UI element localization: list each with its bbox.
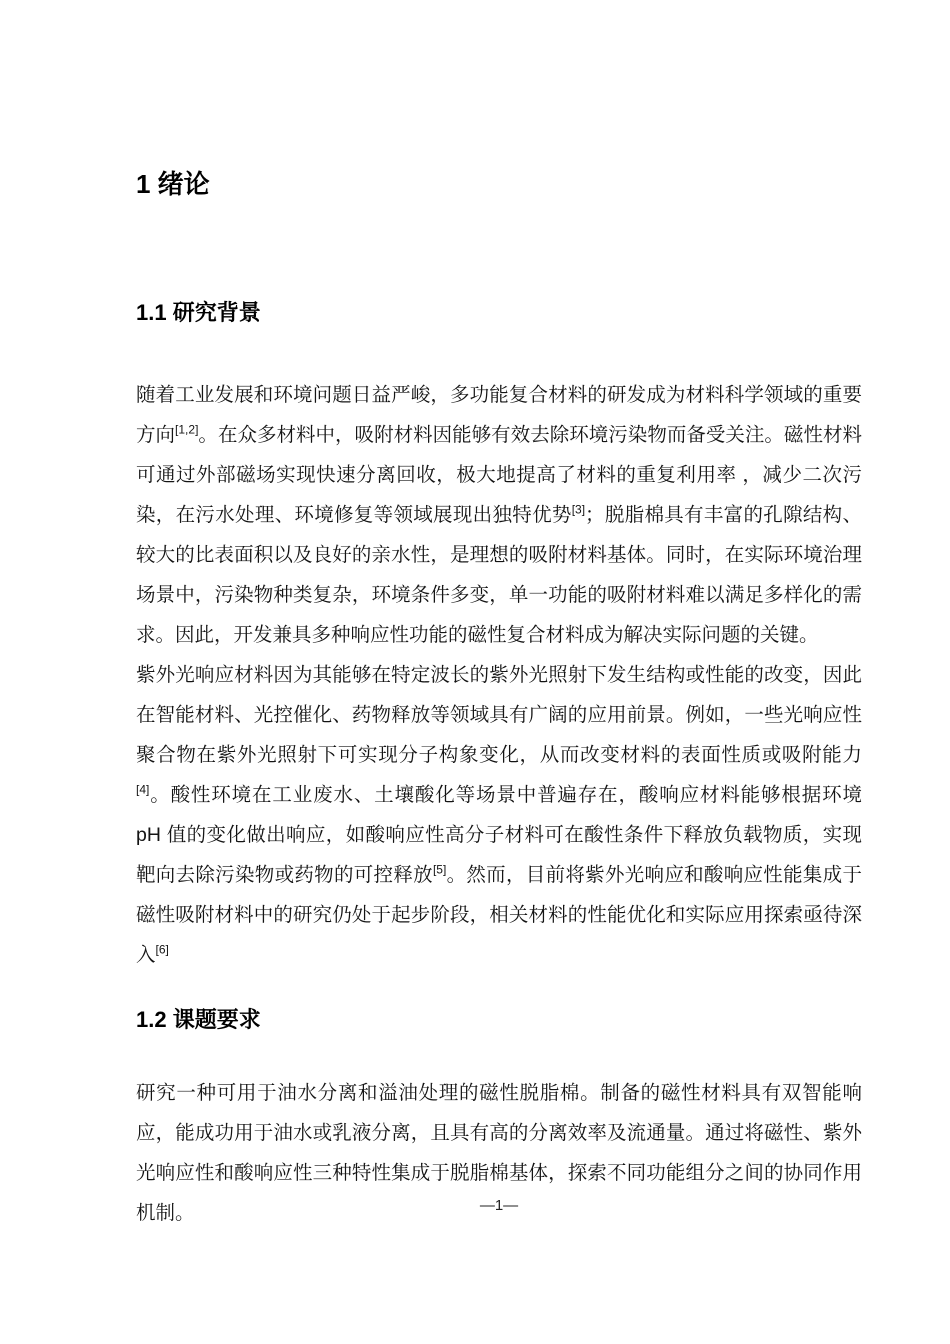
paragraph-research-background-2 bbox=[136, 655, 862, 975]
citation-superscript: [5] bbox=[432, 862, 447, 877]
citation-superscript: [1,2] bbox=[175, 422, 199, 437]
paragraph-text: 研究一种可用于油水分离和溢油处理的磁性脱脂棉。制备的磁性材料具有双智能响应，能成功用于油水或乳液分离，且具有高的分离效率及流通量。通过将磁性、紫外光响应性和酸响应性三种特性集成于脱脂棉基体，探索不同功能组分之间的协同作用机制。 bbox=[136, 1081, 862, 1224]
paragraph-research-background-1 bbox=[136, 375, 862, 655]
chapter-title: 1 绪论 bbox=[136, 169, 210, 199]
page-number: —1— bbox=[479, 1197, 519, 1214]
paragraph-text: 。在众多材料中，吸附材料因能够有效去除环境污染物而备受关注。磁性材料可通过外部磁场实现快速分离回收，极大地提高了材料的重复利用率 ，减少二次污染，在污水处理、环境修复等领域展现出独特优势 bbox=[136, 424, 862, 527]
citation-superscript: [3] bbox=[571, 502, 586, 517]
paragraph-text: 随着工业发展和环境问题日益严峻，多功能复合材料的研发成为材料科学领域的重要方向 bbox=[136, 384, 862, 447]
section-heading-research-background: 1.1 研究背景 bbox=[136, 299, 261, 325]
citation-superscript: [4] bbox=[136, 782, 150, 797]
paragraph-text: ；脱脂棉具有丰富的孔隙结构、较大的比表面积以及良好的亲水性，是理想的吸附材料基体。同时，在实际环境治理场景中，污染物种类复杂，环境条件多变，单一功能的吸附材料难以满足多样化的需求。因此，开发兼具多种响应性功能的磁性复合材料成为解决实际问题的关键。 bbox=[136, 504, 862, 647]
paragraph-text: 。然而，目前将紫外光响应和酸响应性能集成于磁性吸附材料中的研究仍处于起步阶段，相关材料的性能优化和实际应用探索亟待深入 bbox=[136, 864, 862, 967]
citation-superscript: [6] bbox=[155, 942, 169, 957]
paragraph-text: 。酸性环境在工业废水、土壤酸化等场景中普遍存在，酸响应材料能够根据环境 pH 值的变化做出响应，如酸响应性高分子材料可在酸性条件下释放负载物质，实现靶向去除污染物或药物的可控释放 bbox=[136, 784, 862, 887]
section-heading-project-requirements: 1.2 课题要求 bbox=[136, 1007, 261, 1033]
paragraph-text: 紫外光响应材料因为其能够在特定波长的紫外光照射下发生结构或性能的改变，因此在智能材料、光控催化、药物释放等领域具有广阔的应用前景。例如，一些光响应性聚合物在紫外光照射下可实现分子构象变化，从而改变材料的表面性质或吸附能力 bbox=[136, 664, 862, 767]
